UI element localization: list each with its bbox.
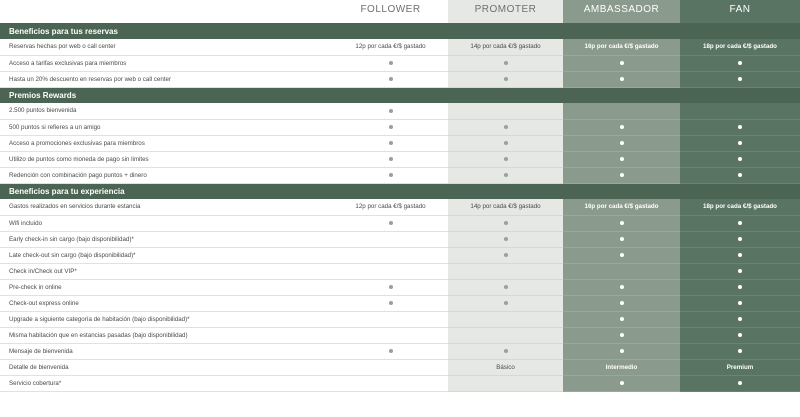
benefit-label: Late check-out sin cargo (bajo disponibilidad)* xyxy=(0,247,333,263)
included-dot-icon xyxy=(620,301,624,305)
cell-promoter xyxy=(448,311,563,327)
benefit-label: Acceso a tarifas exclusivas para miembros xyxy=(0,55,333,71)
cell-follower xyxy=(333,167,448,183)
cell-promoter xyxy=(448,295,563,311)
benefits-body xyxy=(0,23,800,391)
benefit-row xyxy=(0,263,800,279)
benefit-row xyxy=(0,55,800,71)
included-dot-icon xyxy=(620,221,624,225)
cell-promoter xyxy=(448,247,563,263)
included-dot-icon xyxy=(504,125,508,129)
benefit-row xyxy=(0,231,800,247)
included-dot-icon xyxy=(738,253,742,257)
benefit-label: Mensaje de bienvenida xyxy=(0,343,333,359)
cell-promoter xyxy=(448,327,563,343)
benefit-label: Wifi incluido xyxy=(0,215,333,231)
benefit-row xyxy=(0,39,800,55)
cell-ambassador xyxy=(563,39,680,55)
header-blank xyxy=(0,0,333,23)
section-header xyxy=(0,23,800,39)
benefit-label: Misma habitación que en estancias pasadas (bajo disponibilidad) xyxy=(0,327,333,343)
cell-fan xyxy=(680,359,800,375)
included-dot-icon xyxy=(389,285,393,289)
included-dot-icon xyxy=(389,349,393,353)
included-dot-icon xyxy=(389,221,393,225)
section-header xyxy=(0,183,800,199)
tier-fan: FAN xyxy=(680,0,800,23)
benefit-row xyxy=(0,215,800,231)
included-dot-icon xyxy=(504,253,508,257)
cell-promoter xyxy=(448,215,563,231)
cell-promoter xyxy=(448,55,563,71)
included-dot-icon xyxy=(504,61,508,65)
cell-promoter xyxy=(448,135,563,151)
included-dot-icon xyxy=(504,157,508,161)
benefit-label: Check-out express online xyxy=(0,295,333,311)
included-dot-icon xyxy=(738,157,742,161)
included-dot-icon xyxy=(620,61,624,65)
included-dot-icon xyxy=(738,333,742,337)
benefit-label: Utilizo de puntos como moneda de pago sin limites xyxy=(0,151,333,167)
included-dot-icon xyxy=(389,61,393,65)
cell-follower xyxy=(333,375,448,391)
benefit-value: 12p por cada €/$ gastado xyxy=(355,43,426,51)
cell-fan xyxy=(680,39,800,55)
cell-fan xyxy=(680,375,800,391)
cell-promoter xyxy=(448,279,563,295)
included-dot-icon xyxy=(389,77,393,81)
cell-fan xyxy=(680,55,800,71)
cell-ambassador xyxy=(563,327,680,343)
benefit-row xyxy=(0,279,800,295)
benefit-value: 14p por cada €/$ gastado xyxy=(470,203,541,211)
benefit-value: 16p por cada €/$ gastado xyxy=(584,43,659,51)
section-title: Premios Rewards xyxy=(0,87,800,103)
cell-follower xyxy=(333,247,448,263)
benefit-label: Redención con combinación pago puntos + dinero xyxy=(0,167,333,183)
cell-promoter xyxy=(448,39,563,55)
cell-promoter xyxy=(448,119,563,135)
benefit-value: 12p por cada €/$ gastado xyxy=(355,203,426,211)
benefit-label: Check in/Check out VIP* xyxy=(0,263,333,279)
cell-ambassador xyxy=(563,311,680,327)
included-dot-icon xyxy=(504,237,508,241)
included-dot-icon xyxy=(738,349,742,353)
included-dot-icon xyxy=(620,157,624,161)
included-dot-icon xyxy=(504,173,508,177)
benefit-value: Básico xyxy=(496,363,515,371)
cell-promoter xyxy=(448,167,563,183)
included-dot-icon xyxy=(504,77,508,81)
included-dot-icon xyxy=(620,253,624,257)
benefit-label: 500 puntos si refieres a un amigo xyxy=(0,119,333,135)
benefit-label: Servicio cobertura* xyxy=(0,375,333,391)
cell-follower xyxy=(333,215,448,231)
cell-follower xyxy=(333,311,448,327)
included-dot-icon xyxy=(738,141,742,145)
cell-fan xyxy=(680,103,800,119)
cell-fan xyxy=(680,71,800,87)
cell-follower xyxy=(333,151,448,167)
section-title: Beneficios para tu experiencia xyxy=(0,183,800,199)
included-dot-icon xyxy=(738,221,742,225)
benefit-row xyxy=(0,247,800,263)
included-dot-icon xyxy=(389,125,393,129)
included-dot-icon xyxy=(620,381,624,385)
benefit-value: 18p por cada €/$ gastado xyxy=(703,43,777,51)
benefit-label: Upgrade a siguiente categoría de habitación (bajo disponibilidad)* xyxy=(0,311,333,327)
included-dot-icon xyxy=(504,301,508,305)
cell-fan xyxy=(680,327,800,343)
cell-follower xyxy=(333,71,448,87)
cell-fan xyxy=(680,119,800,135)
benefit-label: Detalle de bienvenida xyxy=(0,359,333,375)
benefit-value: Intermedio xyxy=(605,363,638,371)
cell-ambassador xyxy=(563,103,680,119)
cell-fan xyxy=(680,151,800,167)
cell-ambassador xyxy=(563,135,680,151)
benefit-row xyxy=(0,135,800,151)
benefit-row xyxy=(0,375,800,391)
cell-fan xyxy=(680,295,800,311)
included-dot-icon xyxy=(738,77,742,81)
cell-fan xyxy=(680,135,800,151)
cell-follower xyxy=(333,343,448,359)
cell-promoter xyxy=(448,359,563,375)
included-dot-icon xyxy=(389,301,393,305)
benefit-value: 16p por cada €/$ gastado xyxy=(584,203,659,211)
cell-fan xyxy=(680,199,800,215)
cell-promoter xyxy=(448,343,563,359)
benefit-label: Hasta un 20% descuento en reservas por web o call center xyxy=(0,71,333,87)
cell-ambassador xyxy=(563,263,680,279)
cell-promoter xyxy=(448,71,563,87)
included-dot-icon xyxy=(738,381,742,385)
cell-ambassador xyxy=(563,119,680,135)
cell-ambassador xyxy=(563,199,680,215)
included-dot-icon xyxy=(504,349,508,353)
cell-follower xyxy=(333,279,448,295)
included-dot-icon xyxy=(620,77,624,81)
benefit-label: Pre-check in online xyxy=(0,279,333,295)
section-title: Beneficios para tus reservas xyxy=(0,23,800,39)
cell-follower xyxy=(333,103,448,119)
cell-ambassador xyxy=(563,231,680,247)
cell-fan xyxy=(680,215,800,231)
included-dot-icon xyxy=(738,237,742,241)
cell-fan xyxy=(680,311,800,327)
benefit-row xyxy=(0,71,800,87)
included-dot-icon xyxy=(620,141,624,145)
included-dot-icon xyxy=(389,109,393,113)
included-dot-icon xyxy=(620,333,624,337)
cell-follower xyxy=(333,135,448,151)
benefit-row xyxy=(0,359,800,375)
cell-promoter xyxy=(448,199,563,215)
cell-promoter xyxy=(448,151,563,167)
included-dot-icon xyxy=(504,285,508,289)
cell-ambassador xyxy=(563,167,680,183)
cell-follower xyxy=(333,39,448,55)
benefit-row xyxy=(0,311,800,327)
cell-follower xyxy=(333,231,448,247)
cell-fan xyxy=(680,231,800,247)
cell-ambassador xyxy=(563,55,680,71)
benefit-value: 14p por cada €/$ gastado xyxy=(470,43,541,51)
included-dot-icon xyxy=(738,301,742,305)
cell-follower xyxy=(333,295,448,311)
included-dot-icon xyxy=(504,221,508,225)
included-dot-icon xyxy=(738,125,742,129)
included-dot-icon xyxy=(389,173,393,177)
cell-follower xyxy=(333,199,448,215)
benefit-row xyxy=(0,343,800,359)
benefit-row xyxy=(0,327,800,343)
benefit-label: 2.500 puntos bienvenida xyxy=(0,103,333,119)
included-dot-icon xyxy=(620,125,624,129)
included-dot-icon xyxy=(738,173,742,177)
included-dot-icon xyxy=(620,173,624,177)
cell-promoter xyxy=(448,263,563,279)
benefit-label: Reservas hechas por web o call center xyxy=(0,39,333,55)
benefit-label: Acceso a promociones exclusivas para miembros xyxy=(0,135,333,151)
cell-follower xyxy=(333,55,448,71)
benefit-row xyxy=(0,167,800,183)
included-dot-icon xyxy=(738,317,742,321)
tier-header-row xyxy=(0,0,800,23)
cell-ambassador xyxy=(563,215,680,231)
benefit-row xyxy=(0,103,800,119)
benefit-value: Premium xyxy=(726,363,754,371)
benefit-row xyxy=(0,119,800,135)
tier-promoter: PROMOTER xyxy=(448,0,563,23)
cell-fan xyxy=(680,247,800,263)
included-dot-icon xyxy=(620,349,624,353)
included-dot-icon xyxy=(504,141,508,145)
included-dot-icon xyxy=(620,237,624,241)
tier-ambassador: AMBASSADOR xyxy=(563,0,680,23)
section-header xyxy=(0,87,800,103)
cell-fan xyxy=(680,263,800,279)
cell-ambassador xyxy=(563,295,680,311)
cell-ambassador xyxy=(563,151,680,167)
included-dot-icon xyxy=(738,285,742,289)
benefit-label: Early check-in sin cargo (bajo disponibilidad)* xyxy=(0,231,333,247)
cell-follower xyxy=(333,359,448,375)
cell-promoter xyxy=(448,103,563,119)
included-dot-icon xyxy=(738,61,742,65)
benefit-value: 18p por cada €/$ gastado xyxy=(703,203,777,211)
cell-follower xyxy=(333,327,448,343)
benefit-row xyxy=(0,199,800,215)
cell-ambassador xyxy=(563,279,680,295)
cell-promoter xyxy=(448,231,563,247)
included-dot-icon xyxy=(738,269,742,273)
included-dot-icon xyxy=(620,285,624,289)
cell-follower xyxy=(333,119,448,135)
cell-ambassador xyxy=(563,343,680,359)
cell-ambassador xyxy=(563,359,680,375)
cell-promoter xyxy=(448,375,563,391)
cell-fan xyxy=(680,279,800,295)
benefit-label: Gastos realizados en servicios durante estancia xyxy=(0,199,333,215)
included-dot-icon xyxy=(389,141,393,145)
benefit-row xyxy=(0,295,800,311)
included-dot-icon xyxy=(620,317,624,321)
cell-ambassador xyxy=(563,71,680,87)
cell-fan xyxy=(680,167,800,183)
cell-fan xyxy=(680,343,800,359)
cell-ambassador xyxy=(563,375,680,391)
benefit-row xyxy=(0,151,800,167)
cell-ambassador xyxy=(563,247,680,263)
cell-follower xyxy=(333,263,448,279)
included-dot-icon xyxy=(389,157,393,161)
tier-follower: FOLLOWER xyxy=(333,0,448,23)
